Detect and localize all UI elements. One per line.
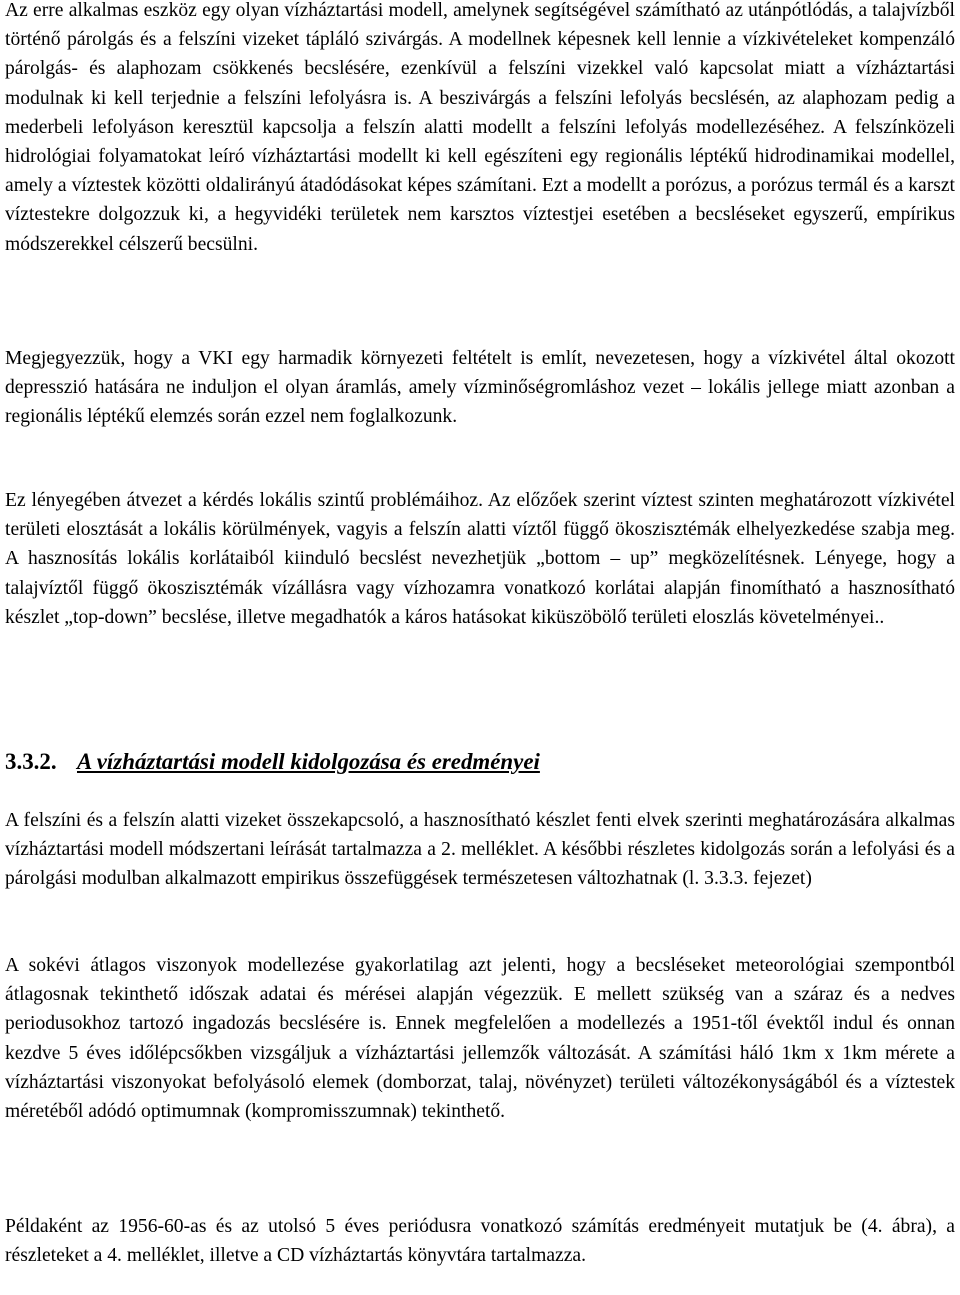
paragraph-vki-note: Megjegyezzük, hogy a VKI egy harmadik környezeti feltételt is említ, nevezetesen, hogy a vízkivétel által okozott depresszió hatására ne induljon el olyan áramlás, amely vízminőségromláshoz vezet – lokális jellege miatt azonban a regionális léptékű elemzés során ezzel nem foglalkozunk.: [5, 348, 955, 428]
paragraph-local-problems: Ez lényegében átvezet a kérdés lokális szintű problémáihoz. Az előzőek szerint víztest szinten meghatározott vízkivétel területi elosztását a lokális körülmények, vagyis a felszín alatti víztől függő ökoszisztémák elhelyezkedése szabja meg. A hasznosítás lokális korlátaiból kiinduló becslést nevezhetjük „bottom – up” megközelítésnek. Lényege, hogy a talajvíztől függő ökoszisztémák vízállásra vagy vízhozamra vonatkozó korlátai alapján finomítható a hasznosítható készlet „top-down” becslése, illetve megadhatók a káros hatásokat kiküszöbölő területi eloszlás követelményei..: [5, 490, 955, 628]
section-number: 3.3.2.: [5, 749, 57, 774]
paragraph-methodology: A felszíni és a felszín alatti vizeket összekapcsoló, a hasznosítható készlet fenti elvek szerinti meghatározására alkalmas vízháztartási modell módszertani leírását tartalmazza a 2. melléklet. A későbbi részletes kidolgozás során a lefolyási és a párolgási modulban alkalmazott empirikus összefüggések természetesen változhatnak (l. 3.3.3. fejezet): [5, 810, 955, 890]
section-heading: [5, 747, 955, 776]
paragraph-example-results: Példaként az 1956-60-as és az utolsó 5 éves periódusra vonatkozó számítás eredményeit mutatjuk be (4. ábra), a részleteket a 4. melléklet, illetve a CD vízháztartás könyvtára tartalmazza.: [5, 1216, 955, 1267]
section-title: A vízháztartási modell kidolgozása és eredményei: [77, 749, 540, 774]
paragraph-long-term-averages: A sokévi átlagos viszonyok modellezése gyakorlatilag azt jelenti, hogy a becsléseket meteorológiai szempontból átlagosnak tekinthető időszak adatai és mérései alapján végezzük. E mellett szükség van a száraz és a nedves periodusokhoz tartozó ingadozás becslésére is. Ennek megfelelően a modellezés a 1951-től évektől indul és onnan kezdve 5 éves időlépcsőkben vizsgáljuk a vízháztartási jellemzők változását. A számítási háló 1km x 1km mérete a vízháztartási viszonyokat befolyásoló elemek (domborzat, talaj, növényzet) területi változékonyságából és a víztestek méretéből adódó optimumnak (kompromisszumnak) tekinthető.: [5, 955, 955, 1123]
paragraph-water-balance-model: Az erre alkalmas eszköz egy olyan vízháztartási modell, amelynek segítségével számítható az utánpótlódás, a talajvízből történő párolgás és a felszíni vizeket tápláló szivárgás. A modellnek képesnek kell lennie a vízkivételeket kompenzáló párolgás- és alaphozam csökkenés becslésére, ezenkívül a felszíni vizekkel való kapcsolat miatt a vízháztartási modulnak ki kell terjednie a felszíni lefolyásra is. A beszivárgás a felszíni lefolyás becslésén, az alaphozam pedig a mederbeli lefolyáson keresztül kapcsolja a felszín alatti modellt a felszíni lefolyás modellezéséhez. A felszínközeli hidrológiai folyamatokat leíró vízháztartási modellt ki kell egészíteni egy regionális léptékű hidrodinamikai modellel, amely a víztestek közötti oldalirányú átadódásokat képes számítani. Ezt a modellt a porózus, a porózus termál és a karszt víztestekre dolgozzuk ki, a hegyvidéki területek nem karsztos víztestjei esetében a becsléseket egyszerű, empírikus módszerekkel célszerű becsülni.: [5, 0, 955, 255]
